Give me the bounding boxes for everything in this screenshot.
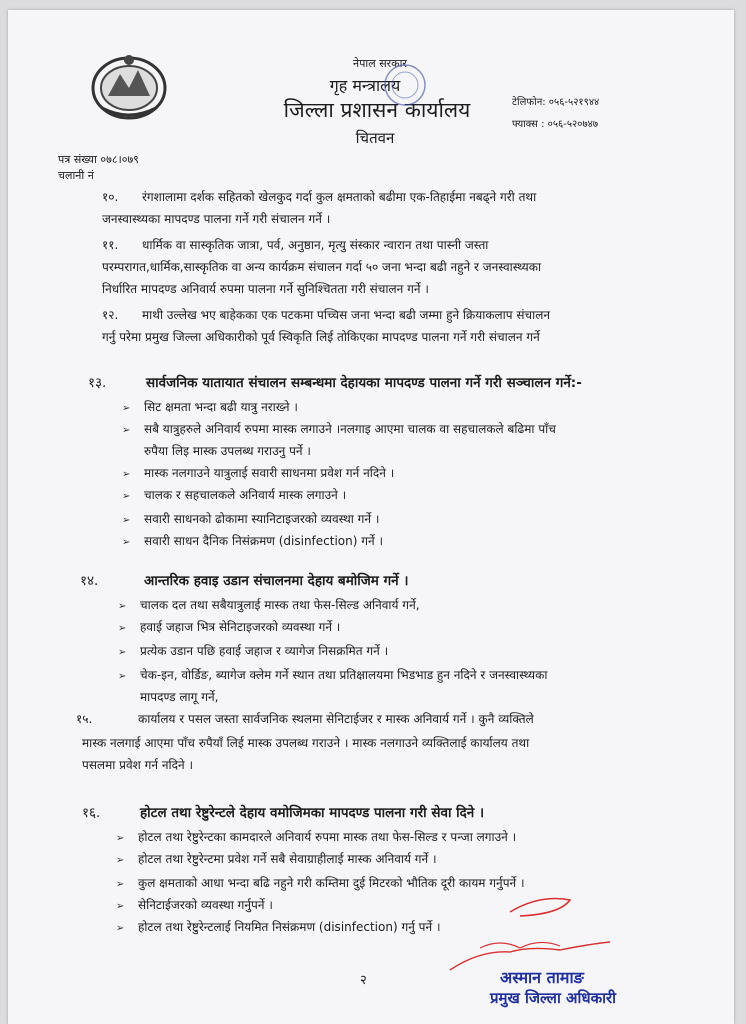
office-stamp [380, 60, 430, 110]
item-12-number: १२. [102, 308, 119, 322]
section-16-bullet-4: ➢ सेनिटाईजरको व्यवस्था गर्नुपर्ने । [116, 894, 273, 918]
section-14-bullet-4: ➢ चेक-इन, वोर्डिङ, ब्यागेज क्लेम गर्ने स्थान तथा प्रतिक्षालयमा भिडभाड हुन नदिने र जनस्वास्थ्यका [118, 664, 547, 688]
item-15-number: १५. [76, 712, 93, 726]
arrow-bullet-icon: ➢ [116, 879, 125, 890]
section-13-bullet-2-cont: रुपैया लिइ मास्क उपलब्ध गराउनु पर्ने । [144, 444, 311, 458]
section-14-bullet-3: ➢ प्रत्येक उडान पछि हवाई जहाज र व्यागेज निसक्रमित गर्ने । [118, 640, 388, 664]
item-11 [102, 234, 692, 256]
dispatch-number: चलानी नं [58, 169, 94, 182]
arrow-bullet-icon: ➢ [122, 491, 131, 502]
section-13-bullet-1: ➢ सिट क्षमता भन्दा बढी यात्रु नराख्ने । [122, 396, 298, 420]
arrow-bullet-icon: ➢ [118, 601, 127, 612]
page-number: २ [360, 973, 367, 988]
arrow-bullet-icon: ➢ [116, 855, 125, 866]
section-13-bullet-3: ➢ मास्क नलगाउने यात्रुलाई सवारी साधनमा प्रवेश गर्न नदिने । [122, 462, 394, 486]
ministry-heading: गृह मन्त्रालय [329, 76, 401, 95]
fax-number: फ्याक्स : ०५६-५२०७४७ [512, 119, 599, 130]
arrow-bullet-icon: ➢ [116, 923, 125, 934]
arrow-bullet-icon: ➢ [118, 623, 127, 634]
signer-title: प्रमुख जिल्ला अधिकारी [490, 989, 617, 1007]
section-16-heading [82, 802, 484, 821]
arrow-bullet-icon: ➢ [122, 515, 131, 526]
section-16-title: होटल तथा रेष्टुरेन्टले देहाय वमोजिमका मापदण्ड पालना गरी सेवा दिने । [140, 805, 485, 821]
item-10 [102, 186, 692, 208]
section-13-title: सार्वजनिक यातायात संचालन सम्बन्धमा देहायका मापदण्ड पालना गर्ने गरी सञ्चालन गर्ने:- [146, 375, 582, 391]
section-14-bullet-4-cont: मापदण्ड लागू गर्ने, [140, 690, 219, 704]
signer-name: अस्मान तामाङ [500, 968, 584, 987]
section-16-bullet-2: ➢ होटल तथा रेष्टुरेन्टमा प्रवेश गर्ने सबै सेवाग्राहीलाई मास्क अनिवार्य गर्ने । [116, 848, 437, 872]
arrow-bullet-icon: ➢ [122, 469, 131, 480]
phone-number: टेलिफोन: ०५६-५२१९४४ [512, 97, 600, 108]
arrow-bullet-icon: ➢ [122, 425, 131, 436]
section-16-bullet-3: ➢ कुल क्षमताको आधा भन्दा बढि नहुने गरी कम्तिमा दुई मिटरको भौतिक दूरी कायम गर्नुपर्ने । [116, 872, 525, 896]
section-13-heading [88, 372, 582, 391]
section-16-bullet-5: ➢ होटल तथा रेष्टुरेन्टलाई नियमित निसंक्रमण (disinfection) गर्नु पर्ने । [116, 916, 441, 940]
section-13-number: १३. [88, 375, 107, 391]
section-14-title: आन्तरिक हवाइ उडान संचालनमा देहाय बमोजिम गर्ने । [144, 573, 409, 589]
item-12-line-2: गर्नु परेमा प्रमुख जिल्ला अधिकारीको पूर्व स्विकृति लिई तोकिएका मापदण्ड पालना गर्ने गरी संचालन गर्ने [102, 330, 540, 344]
arrow-bullet-icon: ➢ [122, 537, 131, 548]
item-15-line-2: मास्क नलगाई आएमा पाँच रुपैयाँ लिई मास्क उपलब्ध गराउने । मास्क नलगाउने व्यक्तिलाई कार्यालय तथा [82, 736, 530, 750]
item-12 [102, 304, 692, 326]
section-14-number: १४. [80, 573, 99, 589]
nepal-government-emblem [88, 48, 170, 126]
section-13-bullet-2: ➢ सबै यात्रुहरुले अनिवार्य रुपमा मास्क लगाउने ।नलगाइ आएमा चालक वा सहचालकले बढिमा पाँच [122, 418, 556, 442]
item-15-line-1: कार्यालय र पसल जस्ता सार्वजनिक स्थलमा सेनिटाईजर र मास्क अनिवार्य गर्ने । कुनै व्यक्तिले [138, 712, 534, 726]
arrow-bullet-icon: ➢ [118, 671, 127, 682]
section-14-heading [80, 570, 409, 589]
section-16-number: १६. [82, 805, 101, 821]
item-10-line-2: जनस्वास्थ्यका मापदण्ड पालना गर्ने गरी संचालन गर्ने । [102, 212, 331, 226]
section-13-bullet-6: ➢ सवारी साधन दैनिक निसंक्रमण (disinfection) गर्ने । [122, 530, 383, 554]
item-11-line-3: निर्धारित मापदण्ड अनिवार्य रुपमा पालना गर्ने सुनिश्चितता गरी संचालन गर्ने । [102, 282, 429, 296]
arrow-bullet-icon: ➢ [118, 647, 127, 658]
office-heading: जिल्ला प्रशासन कार्यालय [283, 98, 471, 122]
item-15-line-3: पसलमा प्रवेश गर्न नदिने । [82, 758, 194, 772]
item-10-number: १०. [102, 190, 119, 204]
item-11-line-1: धार्मिक वा सास्कृतिक जात्रा, पर्व, अनुष्ठान, मृत्यु संस्कार न्वारान तथा पास्नी जस्ता [142, 238, 489, 252]
govt-heading: नेपाल सरकार [353, 57, 407, 70]
item-11-line-2: परम्परागत,धार्मिक,सास्कृतिक वा अन्य कार्यक्रम संचालन गर्दा ५० जना भन्दा बढी नहुने र जनस्वास्थ्यका [102, 260, 542, 274]
arrow-bullet-icon: ➢ [116, 901, 125, 912]
section-13-bullet-4: ➢ चालक र सहचालकले अनिवार्य मास्क लगाउने । [122, 484, 346, 508]
item-10-line-1: रंगशालामा दर्शक सहितको खेलकुद गर्दा कुल क्षमताको बढीमा एक-तिहाईमा नबढ्ने गरी तथा [142, 190, 537, 204]
item-15 [76, 708, 696, 730]
item-12-line-1: माथी उल्लेख भए बाहेकका एक पटकमा पच्चिस जना भन्दा बढी जम्मा हुने क्रियाकलाप संचालन [142, 308, 551, 322]
reference-number: पत्र संख्या ०७८।०७९ [58, 153, 139, 166]
arrow-bullet-icon: ➢ [116, 833, 125, 844]
section-14-bullet-1: ➢ चालक दल तथा सबैयात्रुलाई मास्क तथा फेस-सिल्ड अनिवार्य गर्ने, [118, 594, 420, 618]
section-13-bullet-5: ➢ सवारी साधनको ढोकामा स्यानिटाइजरको व्यवस्था गर्ने । [122, 508, 379, 532]
arrow-bullet-icon: ➢ [122, 403, 131, 414]
location-heading: चितवन [355, 129, 395, 147]
section-16-bullet-1: ➢ होटल तथा रेष्टुरेन्टका कामदारले अनिवार्य रुपमा मास्क तथा फेस-सिल्ड र पन्जा लगाउने । [116, 826, 516, 850]
section-14-bullet-2: ➢ हवाई जहाज भित्र सेनिटाइजरको व्यवस्था गर्ने । [118, 616, 340, 640]
item-11-number: ११. [102, 238, 119, 252]
